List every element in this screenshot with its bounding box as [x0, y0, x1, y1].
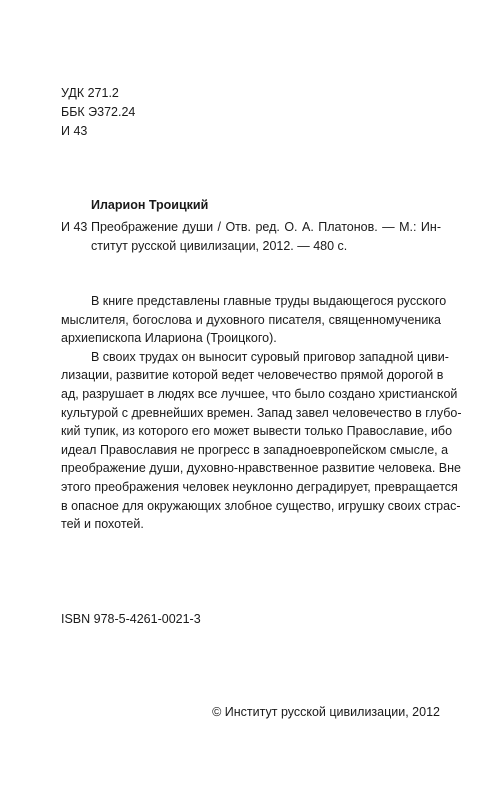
annotation-paragraph	[61, 348, 462, 534]
entry-line: Преображение души / Отв. ред. О. А. Платонов. — М.: Ин-	[91, 220, 441, 234]
bibliographic-record	[61, 195, 441, 256]
udk-code: УДК 271.2	[61, 86, 119, 100]
text-line: кий тупик, из которого его может вывести только Православие, ибо	[61, 424, 453, 439]
entry-line: ститут русской цивилизации, 2012. — 480 с.	[91, 239, 348, 253]
text-line: в опасное для окружающих злобное существо, игрушку своих страс-	[61, 498, 461, 513]
annotation-paragraph	[61, 292, 447, 348]
text-line: В книге представлены главные труды выдающегося русского	[91, 294, 447, 308]
bibliographic-entry	[61, 218, 441, 256]
author-name: Иларион Троицкий	[91, 198, 209, 212]
text-line: этого преображения человек неуклонно деградирует, превращается	[61, 479, 458, 494]
isbn: ISBN 978-5-4261-0021-3	[61, 612, 201, 626]
text-line: культурой с древнейших времен. Запад завел человечество в глубо-	[61, 405, 462, 420]
classification-codes	[61, 84, 135, 141]
text-line: мыслителя, богослова и духовного писателя, священномученика	[61, 312, 441, 327]
text-line: ад, разрушает в людях все лучшее, что было создано христианской	[61, 386, 458, 401]
annotation	[61, 292, 462, 534]
text-line: лизации, развитие которой ведет человечество прямой дорогой в	[61, 368, 444, 383]
entry-author-mark: И 43	[61, 220, 88, 234]
text-line: тей и похотей.	[61, 517, 144, 532]
text-line: В своих трудах он выносит суровый приговор западной циви-	[91, 349, 449, 364]
entry-description	[91, 218, 441, 256]
bbk-code: ББК Э372.24	[61, 105, 136, 119]
text-line: преображение души, духовно-нравственное развитие человека. Вне	[61, 461, 461, 476]
copyright-notice: © Институт русской цивилизации, 2012	[212, 705, 440, 719]
author-mark: И 43	[61, 124, 88, 138]
text-line: архиепископа Илариона (Троицкого).	[61, 331, 277, 346]
text-line: идеал Православия не прогресс в западноевропейском смысле, а	[61, 442, 449, 457]
